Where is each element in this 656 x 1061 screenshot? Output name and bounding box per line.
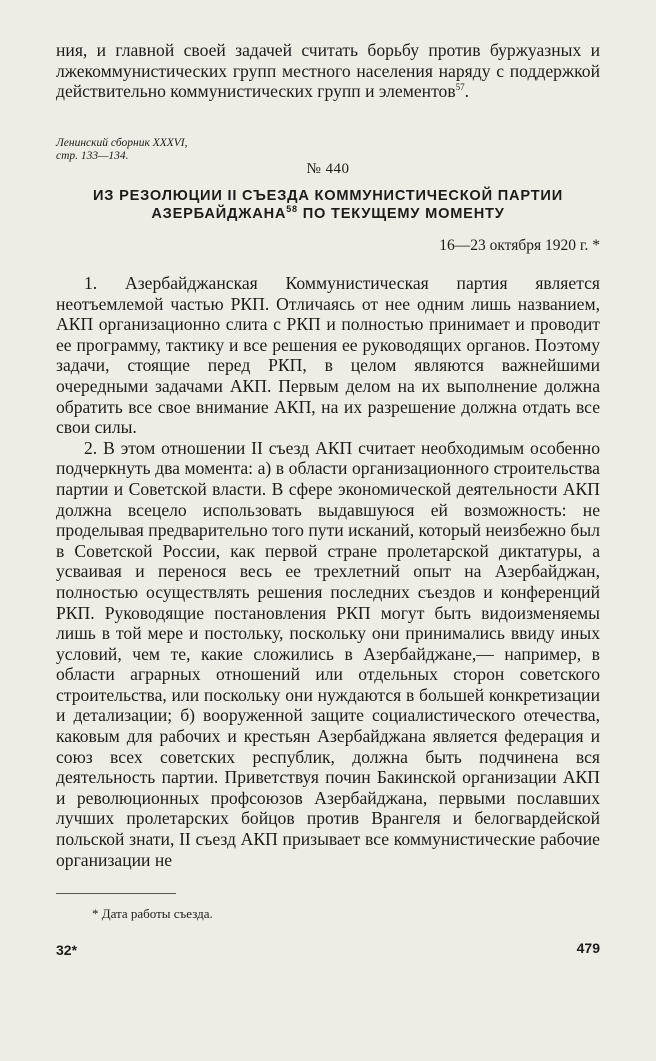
footnote: * Дата работы съезда.	[92, 906, 213, 921]
signature-mark: 32*	[56, 942, 78, 958]
source-line-2: стр. 133—134.	[56, 150, 129, 162]
resolution-body	[56, 273, 600, 870]
opening-paragraph	[56, 40, 600, 102]
paragraph-1: 1. Азербайджанская Коммунистическая партия является неотъемлемой частью РКП. Отличаясь от нее одним лишь названием, АКП организационно слита с РКП и полностью принимает и проводит ее программу, тактику и все решения ее руководящих органов. Поэтому задачи, стоящие перед РКП, в целом являются важнейшими очередными задачами АКП. Первым делом на их выполнение должна обратить все свое внимание АКП, на их разрешение должна отдать все свои силы.	[56, 273, 600, 438]
paragraph-2: 2. В этом отношении II съезд АКП считает необходимым особенно подчеркнуть два момента: а) в области организационного строительства партии и Советской власти. В сфере экономической деятельности АКП должна всецело использовать выдавшуюся ей возможность: не проделывая предварительно того пути исканий, который неизбежно был в Советской России, как первой стране пролетарской диктатуры, а усваивая и перенося весь ее трехлетний опыт на Азербайджан, полностью осуществлять решения последних съездов и конференций РКП. Руководящие постановления РКП могут быть видоизменяемы лишь в той мере и постольку, поскольку они принимались ввиду иных условий, чем те, какие сложились в Азербайджане,— например, в области аграрных отношений или отдельных сторон советского строительства, или поскольку они нуждаются в большей конкретизации и детализации; б) вооруженной защите социалистического отечества, каковым для рабочих и крестьян Азербайджана является федерация и союз всех советских республик, должна быть подчинена вся деятельность партии. Приветствуя почин Бакинской организации АКП и революционных профсоюзов Азербайджана, первыми пославших лучших пролетарских бойцов против Врангеля и белогвардейской польской знати, II съезд АКП призывает все коммунистические рабочие организации не	[56, 437, 600, 870]
note-ref-58: 58	[286, 204, 298, 215]
document-number: № 440	[306, 161, 350, 177]
source-line-1: Ленинский сборник XXXVI,	[56, 137, 188, 149]
title-part-1: ИЗ РЕЗОЛЮЦИИ II СЪЕЗДА КОММУНИСТИЧЕСКОЙ ПАРТИИ АЗЕРБАЙДЖАНА	[93, 188, 563, 222]
page-number: 479	[576, 940, 600, 956]
footnote-divider	[56, 893, 176, 894]
source-citation	[56, 137, 356, 163]
document-title	[56, 187, 600, 223]
title-part-2: ПО ТЕКУЩЕМУ МОМЕНТУ	[297, 206, 505, 222]
document-date: 16—23 октября 1920 г. *	[439, 237, 600, 254]
opening-tail: .	[464, 81, 470, 102]
note-ref-57: 57	[455, 82, 465, 93]
opening-text: ния, и главной своей задачей считать борьбу против буржуазных и лжекоммунистических групп местного населения наряду с поддержкой действительно коммунистических групп и элементов	[56, 40, 600, 102]
